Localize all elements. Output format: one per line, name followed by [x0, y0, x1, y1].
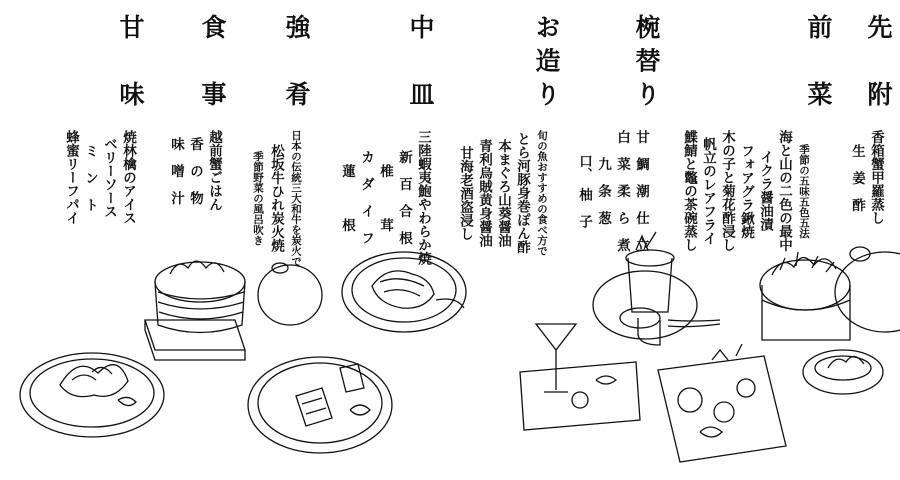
menu-item: 甘海老酒盗浸し [457, 145, 473, 241]
menu-item: 味 噌 汁 [168, 136, 184, 205]
menu-item: 旬の魚おすすめの食べ方で [536, 130, 548, 256]
menu-item: 蓮 根 [339, 163, 355, 232]
items-chuzara [334, 130, 429, 265]
crab-shell-dish-illustration [760, 247, 900, 340]
items-shokuji [163, 130, 220, 211]
dessert-plate-illustration [20, 353, 164, 437]
menu-item: ミ ン ト [82, 143, 98, 211]
menu-item: カ ダ イ フ [358, 150, 374, 245]
menu-item: 季節野菜の風呂吹き [252, 151, 264, 246]
items-sakizuke [844, 130, 882, 225]
menu-item: 九 条 葱 [595, 157, 611, 225]
menu-item: フォアグラ鍬焼 [738, 143, 754, 238]
menu-item: 口、 柚 子 [576, 153, 592, 228]
menu-item: 松坂牛ひれ炭火焼 [268, 144, 284, 253]
menu-item: 日本の伝統三大和牛を炭火で [290, 130, 302, 267]
menu-item: イクラ醤油漬 [757, 150, 773, 232]
section-title-zensai: 前菜 [804, 14, 833, 106]
section-title-otsukuri: お造り [532, 14, 561, 106]
menu-item: 香箱蟹甲羅蒸し [868, 130, 884, 225]
sashimi-tray-illustration [520, 324, 640, 430]
items-zensai [676, 130, 809, 252]
section-title-amami: 甘味 [116, 14, 145, 106]
menu-item: 帆立のレアフライ [700, 136, 716, 245]
menu-item: 青利烏賊黄身醤油 [476, 139, 492, 247]
clay-rice-pot-illustration [145, 261, 322, 360]
beef-plate-illustration [248, 357, 392, 453]
menu-item: 本まぐろ山葵醤油 [495, 139, 511, 247]
menu-item: 白 菜 柔 ら 煮 [614, 130, 630, 252]
menu-item: ベリーソース [101, 136, 117, 218]
menu-item: 越前蟹ごはん [206, 130, 222, 211]
menu-item: 新 百 合 根 [396, 150, 412, 245]
menu-item: 蜂蜜リーフパイ [63, 130, 79, 225]
items-wankawari [571, 130, 647, 252]
items-otsukuri [452, 130, 547, 256]
small-appetizer-dish-illustration [803, 350, 883, 394]
menu-item: 木の子と菊花酢浸し [719, 130, 735, 252]
menu-item: 焼林檎のアイス [120, 130, 136, 225]
section-title-wankawari: 椀替り [632, 14, 661, 106]
menu-item: 鰈鯖と鼈の茶碗蒸し [681, 130, 697, 252]
menu-item: 三陸蝦夷鮑やわらか焼 [415, 130, 431, 265]
menu-item: とら河豚身巻ぽん酢 [514, 132, 530, 254]
menu-item: 季節の五味五色五法 [798, 143, 810, 238]
section-title-chuzara: 中皿 [406, 14, 435, 106]
menu-item: 生 姜 酢 [849, 143, 865, 211]
items-amami [58, 130, 134, 225]
items-shiizakana [244, 130, 301, 267]
section-title-sakizuke: 先附 [864, 14, 893, 106]
menu-item: 甘 鯛 潮 仕 立 [633, 130, 649, 252]
menu-item: 椎 茸 [377, 163, 393, 232]
section-title-shiizakana: 強肴 [282, 14, 311, 106]
menu-item: 海と山の二色の最中 [776, 130, 792, 252]
section-title-shokuji: 食事 [198, 14, 227, 106]
appetizer-tray-illustration [658, 344, 786, 462]
menu-item: 香 の 物 [187, 136, 203, 205]
